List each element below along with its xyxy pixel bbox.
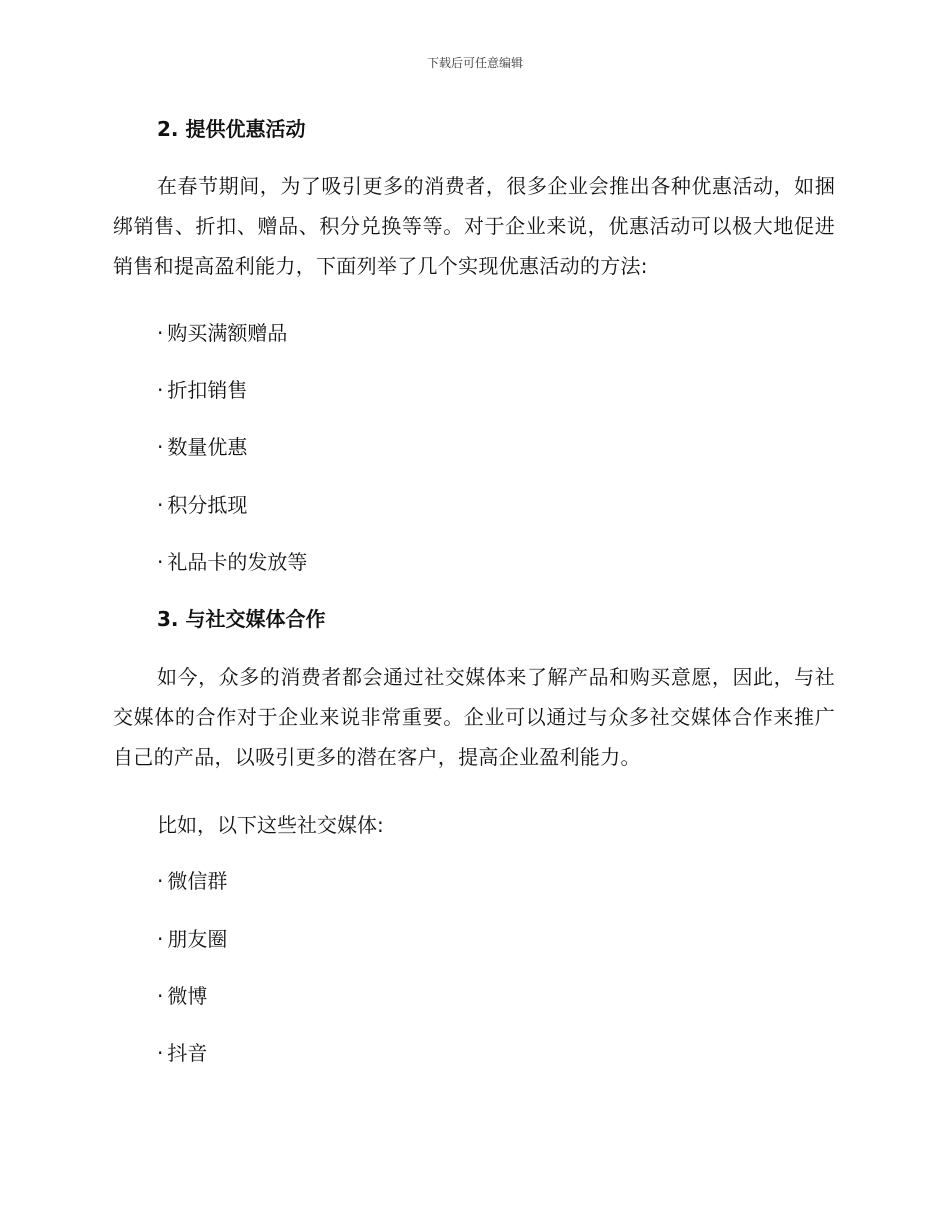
list-item: · 购买满额赠品 [157, 321, 288, 345]
list-item: · 微博 [157, 984, 208, 1008]
example-intro: 比如，以下这些社交媒体: [157, 813, 384, 837]
bullet-marker: · [157, 1041, 164, 1065]
bullet-marker: · [157, 550, 164, 574]
section-2-heading: 2. 提供优惠活动 [157, 117, 306, 141]
bullet-marker: · [157, 927, 164, 951]
bullet-marker: · [157, 493, 164, 517]
bullet-marker: · [157, 984, 164, 1008]
list-item: · 折扣销售 [157, 378, 248, 402]
list-item: · 数量优惠 [157, 435, 248, 459]
section-2-paragraph: 在春节期间，为了吸引更多的消费者，很多企业会推出各种优惠活动，如捆绑销售、折扣、赠品、积分兑换等等。对于企业来说，优惠活动可以极大地促进销售和提高盈利能力，下面列举了几个实现优惠活动的方法: [113, 174, 835, 278]
bullet-marker: · [157, 435, 164, 459]
list-item: · 抖音 [157, 1041, 208, 1065]
list-item: · 礼品卡的发放等 [157, 550, 308, 574]
bullet-marker: · [157, 321, 164, 345]
list-item: · 朋友圈 [157, 927, 228, 951]
section-3-paragraph: 如今，众多的消费者都会通过社交媒体来了解产品和购买意愿，因此，与社交媒体的合作对于企业来说非常重要。企业可以通过与众多社交媒体合作来推广自己的产品，以吸引更多的潜在客户，提高企业盈利能力。 [113, 665, 835, 769]
bullet-marker: · [157, 869, 164, 893]
list-item: · 微信群 [157, 869, 228, 893]
bullet-marker: · [157, 378, 164, 402]
section-3-heading: 3. 与社交媒体合作 [157, 607, 326, 631]
page-header: 下载后可任意编辑 [426, 56, 523, 70]
list-item: · 积分抵现 [157, 493, 248, 517]
